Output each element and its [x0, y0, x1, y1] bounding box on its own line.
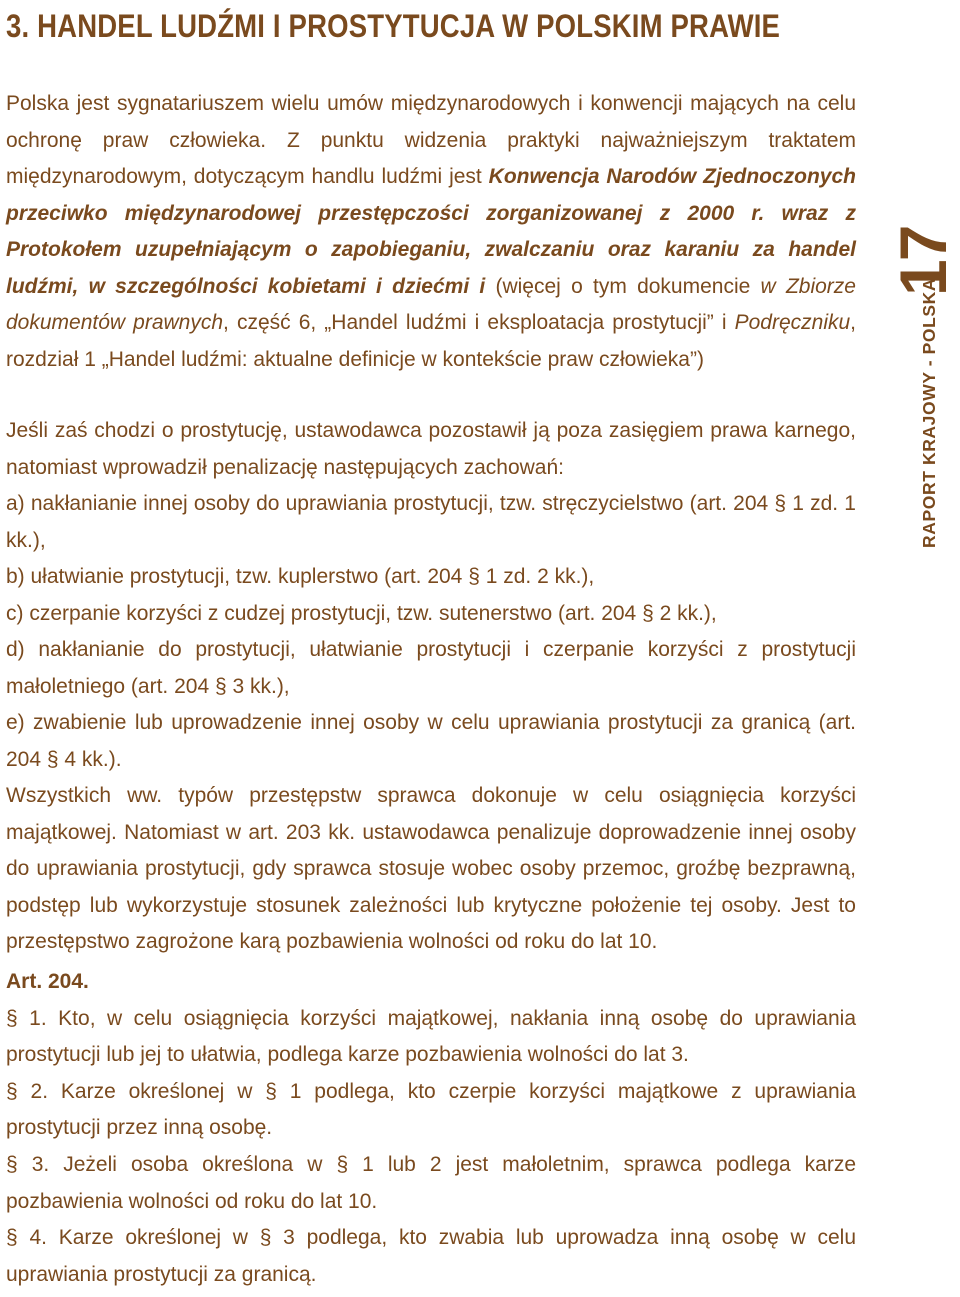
- intro-text-2: (więcej o tym dokumencie: [485, 274, 761, 298]
- intro-text-3: , część 6, „Handel ludźmi i eksploatacja prostytucji” i: [223, 311, 735, 334]
- list-item-c: c) czerpanie korzyści z cudzej prostytucji, tzw. sutenerstwo (art. 204 § 2 kk.),: [6, 601, 717, 625]
- paragraph-lead: Jeśli zaś chodzi o prostytucję, ustawodawca pozostawił ją poza zasięgiem prawa karnego, natomiast wprowadził penalizację następujących zachowań:: [6, 419, 856, 479]
- article-section-3: § 3. Jeżeli osoba określona w § 1 lub 2 jest małoletnim, sprawca podlega karze pozbawienia wolności od roku do lat 10.: [6, 1152, 856, 1213]
- list-item-b: b) ułatwianie prostytucji, tzw. kuplerstwo (art. 204 § 1 zd. 2 kk.),: [6, 565, 595, 588]
- convention-title: Konwencja Narodów Zjednoczonych przeciwko międzynarodowej przestępczości zorganizowanej z 2000 r. wraz z Protokołem uzupełniającym o zapobieganiu, zwalczaniu oraz karaniu za handel ludźmi, w szczególności kobietami i dziećmi i: [6, 165, 856, 298]
- intro-paragraph: [6, 86, 856, 378]
- article-204: [6, 964, 856, 1293]
- list-item-d: d) nakłanianie do prostytucji, ułatwianie prostytucji i czerpanie korzyści z prostytucji małoletniego (art. 204 § 3 kk.),: [6, 638, 856, 698]
- article-section-1: § 1. Kto, w celu osiągnięcia korzyści majątkowej, nakłania inną osobę do uprawiania prostytucji lub jej to ułatwia, podlega karze pozbawienia wolności do lat 3.: [6, 1006, 856, 1067]
- list-item-e: e) zwabienie lub uprowadzenie innej osoby w celu uprawiania prostytucji za granicą (art. 204 § 4 kk.).: [6, 711, 856, 771]
- section-heading: 3. HANDEL LUDŹMI I PROSTYTUCJA W POLSKIM PRAWIE: [6, 8, 781, 44]
- running-header: RAPORT KRAJOWY - POLSKA: [919, 277, 939, 548]
- article-section-2: § 2. Karze określonej w § 1 podlega, kto czerpie korzyści majątkowe z uprawiania prostytucji przez inną osobę.: [6, 1079, 856, 1140]
- article-title: Art. 204.: [6, 970, 89, 993]
- handbook-reference: Podręczniku: [734, 311, 851, 334]
- article-section-4: § 4. Karze określonej w § 3 podlega, kto zwabia lub uprowadza inną osobę w celu uprawiania prostytucji za granicą.: [6, 1226, 856, 1286]
- intro-text-4: , rozdział 1 „Handel ludźmi: aktualne definicje w kontekście praw człowieka”): [6, 311, 857, 371]
- intro-text-1: Polska jest sygnatariuszem wielu umów międzynarodowych i konwencji mających na celu ochronę praw człowieka. Z punktu widzenia praktyki najważniejszym traktatem międzynarodowym, dotyczącym handlu ludźmi jest: [6, 92, 856, 188]
- paragraph-conclusion: Wszystkich ww. typów przestępstw sprawca dokonuje w celu osiągnięcia korzyści majątkowej. Natomiast w art. 203 kk. ustawodawca penalizuje doprowadzenie innej osoby do uprawiania prostytucji, gdy sprawca stosuje wobec osoby przemoc, groźbę bezprawną, podstęp lub wykorzystuje stosunek zależności lub krytyczne położenie tej osoby. Jest to przestępstwo zagrożone karą pozbawienia wolności od roku do lat 10.: [6, 784, 856, 953]
- collection-reference: w Zbiorze dokumentów prawnych: [6, 274, 856, 334]
- prostitution-law-section: [6, 413, 856, 961]
- list-item-a: a) nakłanianie innej osoby do uprawiania prostytucji, tzw. stręczycielstwo (art. 204 § 1 zd. 1 kk.),: [6, 492, 856, 552]
- page-number: 17: [886, 226, 960, 296]
